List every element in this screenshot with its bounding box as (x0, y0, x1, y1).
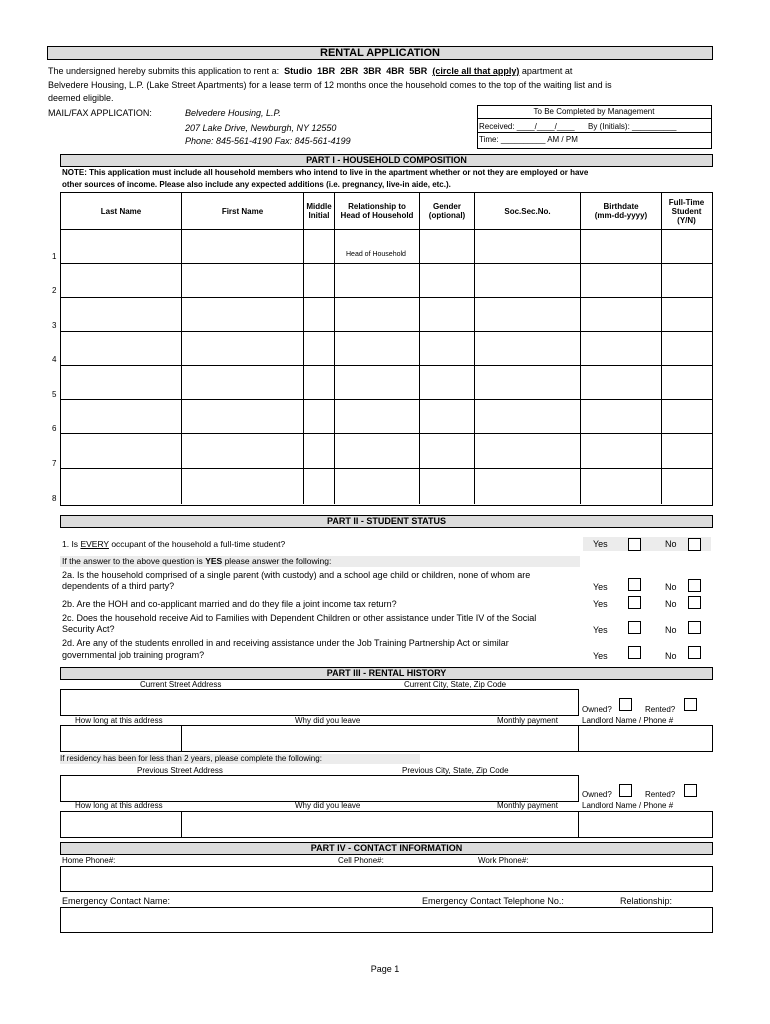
q2a-no-label: No (665, 582, 677, 592)
previous-history-input[interactable] (60, 811, 713, 838)
row-number: 7 (52, 459, 57, 468)
col-last-name: Last Name (61, 193, 182, 229)
col-ssn: Soc.Sec.No. (475, 193, 581, 229)
q1-yes-checkbox[interactable] (628, 538, 641, 551)
landlord-label: Landlord Name / Phone # (582, 801, 674, 810)
time-field[interactable]: Time: __________ AM / PM (479, 135, 578, 144)
cell-phone-label: Cell Phone#: (338, 856, 384, 865)
q2b-yes-label: Yes (593, 599, 608, 609)
q2b-text: 2b. Are the HOH and co-applicant married and do they file a joint income tax return? (62, 599, 397, 609)
how-long-label: How long at this address (75, 716, 163, 725)
intro-line-2: Belvedere Housing, L.P. (Lake Street Apartments) for a lease term of 12 months once the household comes to the top of the waiting list and is (48, 80, 612, 90)
q2a-yes-label: Yes (593, 582, 608, 592)
row-number: 6 (52, 424, 57, 433)
rented-checkbox[interactable] (684, 698, 697, 711)
landlord-label: Landlord Name / Phone # (582, 716, 674, 725)
q1-no-checkbox[interactable] (688, 538, 701, 551)
owned-label: Owned? (582, 705, 612, 714)
q2d-yes-checkbox[interactable] (628, 646, 641, 659)
why-leave-label: Why did you leave (295, 801, 361, 810)
part2-header: PART II - STUDENT STATUS (60, 515, 713, 528)
q2b-no-checkbox[interactable] (688, 596, 701, 609)
row-number: 2 (52, 286, 57, 295)
q2c-yes-checkbox[interactable] (628, 621, 641, 634)
emergency-name-label: Emergency Contact Name: (62, 896, 171, 906)
row-number: 5 (52, 390, 57, 399)
management-title: To Be Completed by Management (533, 107, 655, 116)
prev-rented-checkbox[interactable] (684, 784, 697, 797)
phone-input[interactable] (60, 866, 713, 892)
q2c-yes-label: Yes (593, 625, 608, 635)
emergency-phone-label: Emergency Contact Telephone No.: (422, 896, 564, 906)
rented-label: Rented? (645, 790, 676, 799)
hoh-label: Head of Household (346, 251, 406, 258)
mail-address: 207 Lake Drive, Newburgh, NY 12550 (185, 123, 337, 133)
student-instruction: If the answer to the above question is YES please answer the following: (60, 556, 580, 567)
received-field[interactable]: Received: ____/____/____ (479, 122, 575, 131)
current-street-label: Current Street Address (140, 680, 222, 689)
q2d-text-2: governmental job training program? (62, 650, 205, 660)
mail-phone: Phone: 845-561-4190 Fax: 845-561-4199 (185, 136, 351, 146)
mail-label: MAIL/FAX APPLICATION: (48, 108, 152, 118)
relationship-label: Relationship: (620, 896, 673, 906)
mail-name: Belvedere Housing, L.P. (185, 108, 281, 118)
emergency-contact-input[interactable] (60, 907, 713, 933)
work-phone-label: Work Phone#: (478, 856, 529, 865)
q2d-no-checkbox[interactable] (688, 646, 701, 659)
prev-city-label: Previous City, State, Zip Code (402, 766, 509, 775)
col-birthdate: Birthdate (mm-dd-yyyy) (581, 193, 662, 229)
q2b-yes-checkbox[interactable] (628, 596, 641, 609)
row-number: 8 (52, 494, 57, 503)
monthly-payment-label: Monthly payment (497, 801, 558, 810)
page-number: Page 1 (370, 964, 400, 974)
part1-note-2: other sources of income. Please also include any expected additions (i.e. pregnancy, live-in aide, etc.). (62, 180, 451, 189)
owned-checkbox[interactable] (619, 698, 632, 711)
current-history-input[interactable] (60, 725, 713, 752)
prev-street-label: Previous Street Address (137, 766, 223, 775)
q2d-no-label: No (665, 651, 677, 661)
monthly-payment-label: Monthly payment (497, 716, 558, 725)
q2c-no-checkbox[interactable] (688, 621, 701, 634)
q2b-no-label: No (665, 599, 677, 609)
residency-note: If residency has been for less than 2 years, please complete the following: (60, 754, 420, 764)
q2a-text-2: dependents of a third party? (62, 581, 175, 591)
row-number: 3 (52, 321, 57, 330)
prev-owned-checkbox[interactable] (619, 784, 632, 797)
q1-no-label: No (665, 539, 677, 549)
rented-label: Rented? (645, 705, 676, 714)
col-gender: Gender (optional) (420, 193, 475, 229)
q2c-text-2: Security Act? (62, 624, 115, 634)
col-middle-initial: Middle Initial (304, 193, 335, 229)
current-address-input[interactable] (60, 689, 579, 716)
owned-label: Owned? (582, 790, 612, 799)
col-relationship: Relationship to Head of Household (335, 193, 420, 229)
q2c-no-label: No (665, 625, 677, 635)
why-leave-label: Why did you leave (295, 716, 361, 725)
q2a-yes-checkbox[interactable] (628, 578, 641, 591)
page-title: RENTAL APPLICATION (47, 46, 713, 60)
home-phone-label: Home Phone#: (62, 856, 116, 865)
q1-yes-label: Yes (593, 539, 608, 549)
part1-note-1: NOTE: This application must include all household members who intend to live in the apartment whether or not they are employed or have (62, 168, 589, 177)
row-number: 1 (52, 252, 57, 261)
q2a-no-checkbox[interactable] (688, 579, 701, 592)
q2a-text-1: 2a. Is the household comprised of a single parent (with custody) and a school age child or children, none of whom are (62, 570, 531, 580)
q2d-text-1: 2d. Are any of the students enrolled in and receiving assistance under the Job Training Partnership Act or similar (62, 638, 509, 648)
current-city-label: Current City, State, Zip Code (404, 680, 507, 689)
initials-field[interactable]: By (Initials): __________ (588, 122, 677, 131)
previous-address-input[interactable] (60, 775, 579, 802)
q2d-yes-label: Yes (593, 651, 608, 661)
row-number: 4 (52, 355, 57, 364)
q2c-text-1: 2c. Does the household receive Aid to Families with Dependent Children or other assistance under Title IV of the Social (62, 613, 537, 623)
q1-row: 1. Is EVERY occupant of the household a full-time student? (60, 537, 711, 551)
intro-line-3: deemed eligible. (48, 93, 114, 103)
household-table (60, 192, 713, 506)
part3-header: PART III - RENTAL HISTORY (60, 667, 713, 680)
col-first-name: First Name (182, 193, 304, 229)
part4-header: PART IV - CONTACT INFORMATION (60, 842, 713, 855)
how-long-label: How long at this address (75, 801, 163, 810)
col-student: Full-Time Student (Y/N) (668, 197, 705, 225)
part1-header: PART I - HOUSEHOLD COMPOSITION (60, 154, 713, 167)
intro-line-1: The undersigned hereby submits this application to rent a: Studio 1BR 2BR 3BR 4BR 5BR (circle all that apply) apartment at (48, 66, 573, 76)
